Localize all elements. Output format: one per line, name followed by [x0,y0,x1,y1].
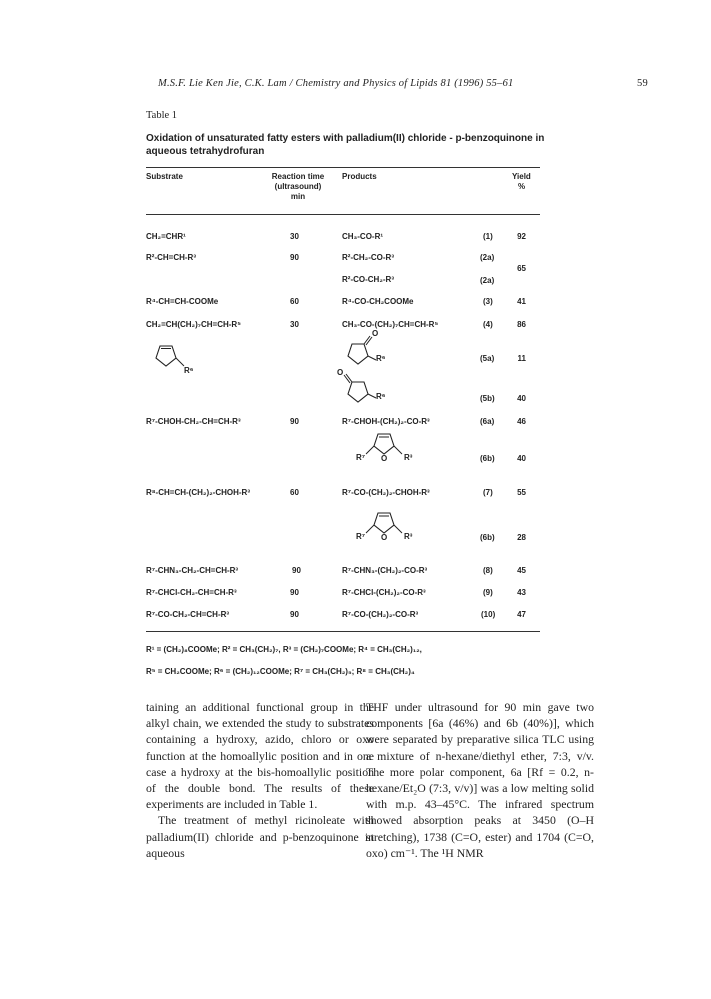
table-footnote-2: R⁵ = CH₂COOMe; R⁶ = (CH₂)₁₂COOMe; R⁷ = CH₃(CH₂)₅; R⁸ = CH₃(CH₂)₄ [146,667,415,676]
time-cell: 90 [290,417,299,426]
ring-substituent-label: R⁷ [356,532,366,541]
col-header-substrate: Substrate [146,172,183,181]
yield-cell: 45 [517,566,526,575]
compound-number: (6b) [480,454,495,463]
compound-number: (7) [483,488,493,497]
running-title: M.S.F. Lie Ken Jie, C.K. Lam / Chemistry and Physics of Lipids 81 (1996) 55–61 [158,78,514,89]
compound-number: (5a) [480,354,495,363]
compound-number: (2a) [480,253,495,262]
substrate-cell: CH₂=CH(CH₂)₇CH=CH-R⁵ [146,320,241,329]
product-cell: CH₃-CO-R¹ [342,232,384,241]
yield-cell: 43 [517,588,526,597]
paragraph: THF under ultrasound for 90 min gave two components [6a (46%) and 6b (40%)], which were separated by preparative silica TLC using a mixture of n-hexane/diethyl ether, 7:3, v/v. The more polar component, 6a [Rf = 0.2, n-hexane/Et₂O (7:3, v/v)] was a low melting solid with m.p. 43–45°C. The infrared spectrum showed absorption peaks at 3450 (O–H stretching), 1738 (C=O, ester) and 1704 (C=O, oxo) cm⁻¹. The ¹H NMR [366,700,594,860]
substrate-cell: R⁸-CH=CH-(CH₂)₂-CHOH-R³ [146,488,250,497]
table-bottom-rule [146,631,540,632]
cyclopentanone-5a-structure [340,330,400,370]
yield-cell: 41 [517,297,526,306]
ring-substituent-label: R⁶ [376,354,386,363]
substrate-cell: R⁷-CHN₃-CH₂-CH=CH-R³ [146,566,239,575]
cyclopentanone-5b-structure [340,372,400,412]
time-cell: 30 [290,232,299,241]
substrate-cell: CH₂=CHR¹ [146,232,186,241]
compound-number: (6b) [480,533,495,542]
product-cell: R²-CH₂-CO-R³ [342,253,394,262]
time-cell: 30 [290,320,299,329]
compound-number: (3) [483,297,493,306]
product-cell: R⁷-CHOH-(CH₂)₂-CO-R³ [342,417,430,426]
yield-cell: 65 [517,264,526,273]
product-cell: R⁷-CHCl-(CH₂)₂-CO-R³ [342,588,426,597]
time-cell: 90 [290,610,299,619]
product-cell: R⁷-CHN₃-(CH₂)₂-CO-R³ [342,566,428,575]
col-header-products: Products [342,172,377,181]
col-header-yield: Yield [512,172,531,181]
product-cell: R⁷-CO-(CH₂)₂-CHOH-R³ [342,488,430,497]
time-cell: 90 [290,588,299,597]
compound-number: (8) [483,566,493,575]
compound-number: (2a) [480,276,495,285]
left-column [146,699,374,861]
compound-number: (4) [483,320,493,329]
oxo-label: O [337,368,344,377]
yield-cell: 55 [517,488,526,497]
ring-oxygen-label: O [381,454,388,463]
yield-cell: 40 [517,454,526,463]
yield-cell: 28 [517,533,526,542]
cyclopentene-structure [146,340,206,380]
table-label: Table 1 [146,110,178,121]
col-header-time-2: (ultrasound) [274,182,322,191]
substrate-cell: R⁷-CHCl-CH₂-CH=CH-R³ [146,588,237,597]
compound-number: (9) [483,588,493,597]
product-cell: CH₃-CO-(CH₂)₇CH=CH-R⁵ [342,320,439,329]
substrate-cell: R⁷-CHOH-CH₂-CH=CH-R³ [146,417,241,426]
ring-oxygen-label: O [381,533,388,542]
compound-number: (1) [483,232,493,241]
time-cell: 60 [290,297,299,306]
substrate-cell: R⁷-CO-CH₂-CH=CH-R³ [146,610,230,619]
paragraph: The treatment of methyl ricinoleate with palladium(II) chloride and p-benzoquinone in aqueous [146,813,374,860]
yield-cell: 92 [517,232,526,241]
ring-substituent-label: R⁶ [184,366,194,375]
col-header-time-1: Reaction time [271,172,325,181]
col-header-time-3: min [290,192,306,201]
table-footnote-1: R¹ = (CH₂)₈COOMe; R² = CH₃(CH₂)₇, R³ = (CH₂)₇COOMe; R⁴ = CH₃(CH₂)₁₂, [146,645,422,654]
yield-cell: 46 [517,417,526,426]
right-column [366,699,594,861]
compound-number: (6a) [480,417,495,426]
time-cell: 90 [290,253,299,262]
compound-number: (5b) [480,394,495,403]
yield-cell: 40 [517,394,526,403]
yield-cell: 11 [517,354,526,363]
table-top-rule [146,167,540,168]
yield-cell: 86 [517,320,526,329]
table-header-rule [146,214,540,215]
ring-substituent-label: R⁷ [356,453,366,462]
oxo-label: O [372,329,379,338]
product-cell: R²-CO-CH₂-R³ [342,275,394,284]
ring-substituent-label: R⁶ [376,392,386,401]
time-cell: 90 [292,566,301,575]
substrate-cell: R⁴-CH=CH-COOMe [146,297,219,306]
compound-number: (10) [481,610,496,619]
ring-substituent-label: R³ [404,453,413,462]
product-cell: R⁴-CO-CH₂COOMe [342,297,414,306]
yield-cell: 47 [517,610,526,619]
ring-substituent-label: R³ [404,532,413,541]
time-cell: 60 [290,488,299,497]
table-caption: Oxidation of unsaturated fatty esters with palladium(II) chloride - p-benzoquinone in aqueous tetrahydrofuran [146,133,545,157]
page-number: 59 [637,78,648,89]
paragraph: taining an additional functional group in the alkyl chain, we extended the study to substrates containing a hydroxy, azido, chloro or oxo function at the homoallylic position and in one case a hydroxy at the bis-homoallylic position of the double bond. The results of these experiments are included in Table 1. [146,700,374,812]
col-header-yield-unit: % [518,182,526,191]
substrate-cell: R²-CH=CH-R³ [146,253,196,262]
product-cell: R⁷-CO-(CH₂)₂-CO-R³ [342,610,419,619]
